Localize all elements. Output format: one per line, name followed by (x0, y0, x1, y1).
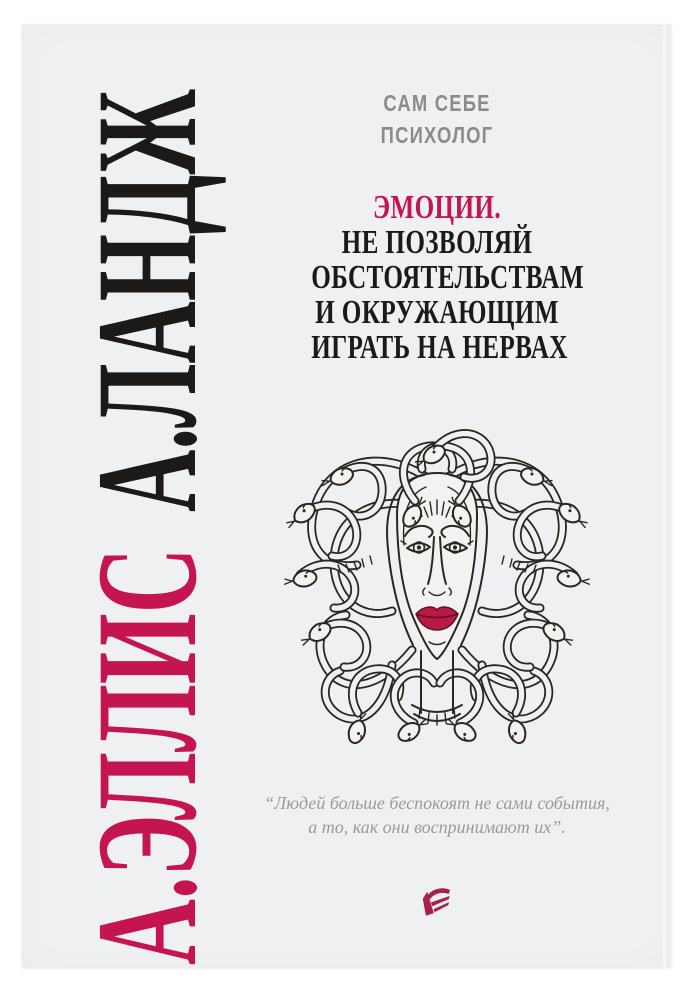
title-line: ИГРАТЬ НА НЕРВАХ (311, 329, 568, 366)
quote (187, 791, 687, 839)
author-lange-vertical: А.ЛАНДЖ (66, 89, 227, 512)
quote-line-2: а то, как они воспринимают их”. (308, 817, 566, 837)
book-title (311, 189, 584, 366)
title-line: И ОКРУЖАЮЩИМ (315, 294, 559, 331)
medusa-illustration (271, 415, 603, 751)
series-line-2: ПСИХОЛОГ (380, 122, 494, 148)
title-line: НЕ ПОЗВОЛЯЙ (341, 224, 533, 261)
quote-line-1: “Людей больше беспокоят не сами события, (264, 793, 610, 813)
series-line-1: САМ СЕБЕ (383, 90, 491, 116)
series-title (317, 87, 557, 151)
title-accent-line: ЭМОЦИИ. (373, 189, 501, 226)
title-line: ОБСТОЯТЕЛЬСТВАМ (311, 259, 584, 296)
piter-logo-icon (418, 887, 454, 917)
book-cover (22, 25, 671, 968)
author-ellis-vertical: А.ЭЛЛИС (66, 547, 227, 965)
